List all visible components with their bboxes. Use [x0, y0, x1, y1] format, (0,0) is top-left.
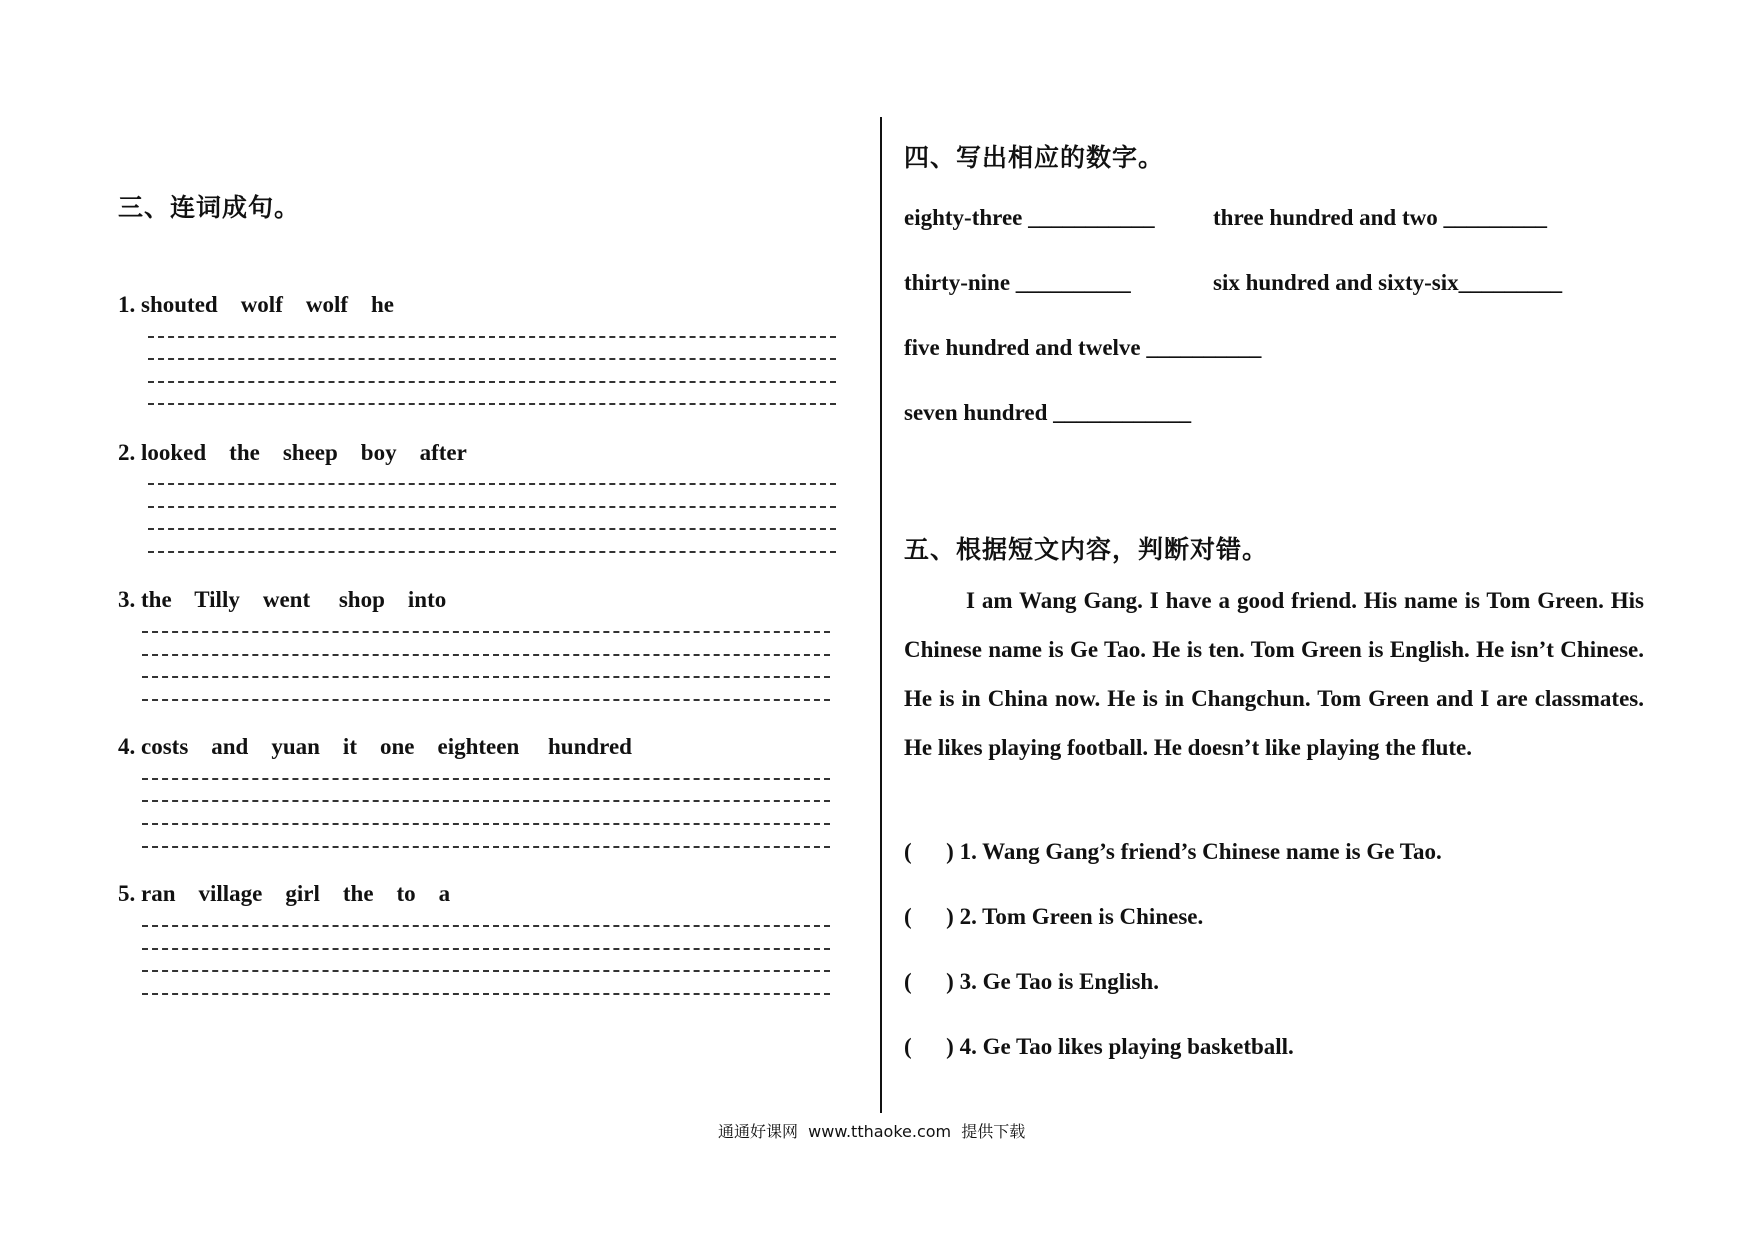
answer-line-2d[interactable] [148, 551, 836, 553]
item-3-words: 3. the Tilly went shop into [118, 587, 447, 612]
answer-line-5c[interactable] [142, 970, 830, 972]
number-line-1a: eighty-three ___________ [904, 205, 1155, 230]
answer-line-3d[interactable] [142, 699, 830, 701]
number-line-3: five hundred and twelve __________ [904, 335, 1262, 360]
answer-line-1d[interactable] [148, 403, 836, 405]
answer-line-2a[interactable] [148, 483, 836, 485]
judge-item-3: ( ) 3. Ge Tao is English. [904, 969, 1159, 994]
section3-heading: 三、连词成句。 [118, 193, 301, 222]
item-4-words: 4. costs and yuan it one eighteen hundred [118, 734, 632, 759]
answer-line-1b[interactable] [148, 358, 836, 360]
answer-line-3a[interactable] [142, 631, 830, 633]
column-divider [880, 117, 882, 1113]
number-line-1b: three hundred and two _________ [1213, 205, 1547, 230]
number-line-4: seven hundred ____________ [904, 400, 1192, 425]
answer-line-5a[interactable] [142, 925, 830, 927]
item-5-words: 5. ran village girl the to a [118, 881, 451, 906]
footer-source: 通通好课网 www.tthaoke.com 提供下载 [718, 1122, 1026, 1141]
number-line-2b: six hundred and sixty-six_________ [1213, 270, 1563, 295]
answer-line-3b[interactable] [142, 654, 830, 656]
answer-line-2c[interactable] [148, 528, 836, 530]
judge-item-4: ( ) 4. Ge Tao likes playing basketball. [904, 1034, 1294, 1059]
answer-line-4d[interactable] [142, 846, 830, 848]
answer-line-2b[interactable] [148, 506, 836, 508]
answer-line-4a[interactable] [142, 778, 830, 780]
item-1-words: 1. shouted wolf wolf he [118, 292, 395, 317]
judge-item-2: ( ) 2. Tom Green is Chinese. [904, 904, 1204, 929]
section4-heading: 四、写出相应的数字。 [904, 143, 1165, 172]
judge-item-1: ( ) 1. Wang Gang’s friend’s Chinese name is Ge Tao. [904, 839, 1442, 864]
item-2-words: 2. looked the sheep boy after [118, 440, 467, 465]
answer-line-5d[interactable] [142, 993, 830, 995]
answer-line-4b[interactable] [142, 800, 830, 802]
answer-line-5b[interactable] [142, 948, 830, 950]
answer-line-3c[interactable] [142, 676, 830, 678]
answer-line-4c[interactable] [142, 823, 830, 825]
answer-line-1a[interactable] [148, 336, 836, 338]
number-line-2a: thirty-nine __________ [904, 270, 1131, 295]
section5-heading: 五、根据短文内容，判断对错。 [904, 535, 1269, 564]
reading-passage: I am Wang Gang. I have a good friend. His name is Tom Green. His Chinese name is Ge Tao. He is ten. Tom Green is English. He isn’t Chinese. He is in China now. He is in Changchun. Tom Green and I are classmates. He likes playing football. He doesn’t like playing the flute. [904, 588, 1644, 760]
answer-line-1c[interactable] [148, 381, 836, 383]
